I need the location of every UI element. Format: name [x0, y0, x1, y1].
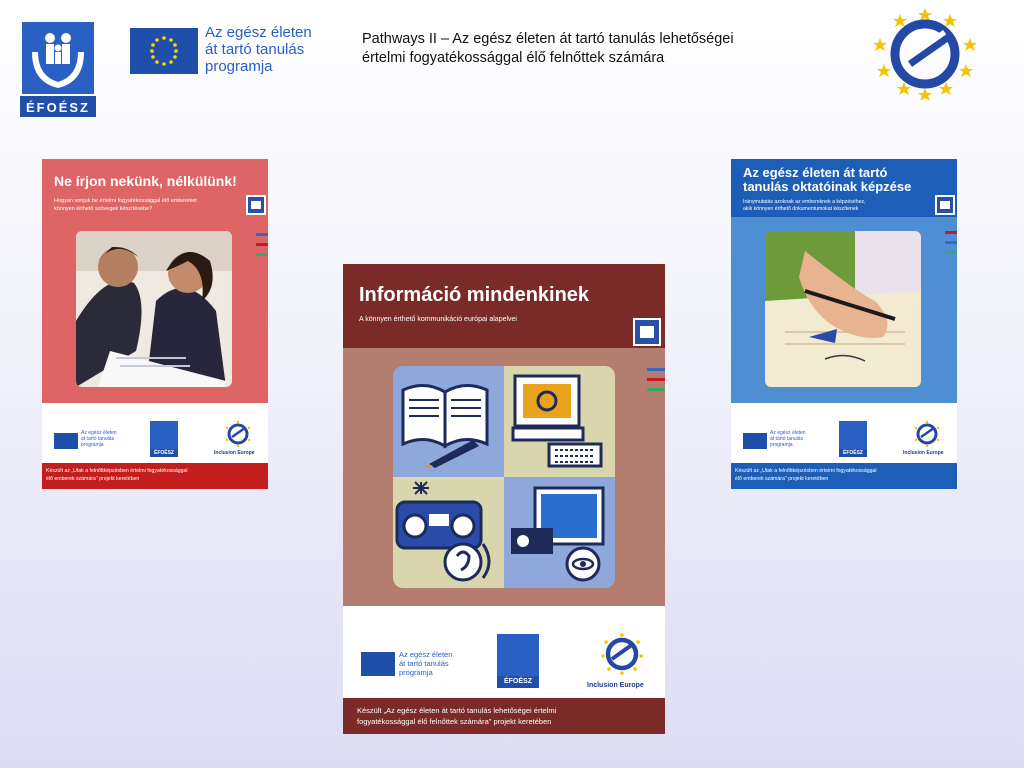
cover-informacio-mindenkinek: [343, 264, 665, 734]
partner-logos-strip: [343, 606, 665, 698]
eu-program-line: programja: [81, 442, 104, 448]
inclusion-europe-label: Inclusion Europe: [587, 682, 644, 689]
eu-flag-icon: [361, 652, 395, 676]
easy-read-icon: [246, 195, 266, 215]
efoesz-logo: [20, 20, 96, 117]
cover-footer: [731, 463, 957, 489]
color-stripes: [647, 368, 665, 398]
cover-oktatoinak-kepzese: [731, 159, 957, 489]
tv-eye-icon: [507, 484, 611, 584]
cover-footer: [42, 463, 268, 489]
eu-program-line: Az egész életen: [205, 24, 312, 41]
efoesz-logo-text: ÉFOÉSZ: [839, 449, 867, 457]
efoesz-logo-text: ÉFOÉSZ: [497, 676, 539, 688]
cover-ne-irjon: [42, 159, 268, 489]
cover-title: [743, 166, 911, 194]
efoesz-logo: [839, 421, 867, 457]
eu-program-line: programja: [770, 442, 793, 448]
eu-program-line: Az egész életen: [399, 650, 453, 659]
page-title: [362, 30, 832, 68]
cover-subtitle-line: Hogyan vonjuk be értelmi fogyatékossággal élő embereket: [54, 198, 197, 204]
color-stripes: [945, 231, 957, 261]
cover-footer-line: élő emberek számára" projekt keretében: [735, 476, 829, 482]
inclusion-europe-label: Inclusion Europe: [903, 450, 944, 456]
eu-program-text: [205, 24, 335, 75]
partner-logos-strip: [731, 403, 957, 463]
cover-footer-line: élő emberek számára" projekt keretében: [46, 476, 140, 482]
efoesz-logo-text: ÉFOÉSZ: [25, 100, 90, 115]
efoesz-logo: [497, 634, 539, 688]
eu-program-line: Az egész életen: [81, 430, 117, 436]
efoesz-logo-text: ÉFOÉSZ: [150, 449, 178, 457]
eu-program-text: [399, 650, 452, 677]
inclusion-europe-logo: [222, 420, 254, 448]
eu-flag-icon: [130, 28, 198, 74]
partner-logos-strip: [42, 403, 268, 463]
cover-photo-students: [76, 231, 232, 387]
cover-footer-line: Készült az „Utak a felnőttképzésben értelmi fogyatékossággal: [46, 468, 188, 474]
cover-subtitle-line: akik könnyen érthető dokumentumokat készítenek: [743, 206, 859, 212]
cover-footer-line: fogyatékossággal élő felnőttek számára" projekt keretében: [357, 717, 552, 726]
inclusion-europe-logo: [858, 4, 992, 100]
cover-title: Információ mindenkinek: [359, 284, 590, 306]
eu-program-line: át tartó tanulás: [770, 436, 804, 442]
eu-flag-icon: [743, 433, 767, 449]
efoesz-logo: [150, 421, 178, 457]
page-title-line: Pathways II – Az egész életen át tartó tanulás lehetőségei: [362, 31, 734, 47]
cover-subtitle: [743, 199, 866, 213]
cover-subtitle-line: könnyen érthető szövegek készítésébe?: [54, 206, 153, 212]
eu-program-line: programja: [205, 58, 273, 75]
cover-photo-writing: [765, 231, 921, 387]
cover-footer-line: Készült „Az egész életen át tartó tanulás lehetőségei értelmi: [357, 706, 557, 715]
eu-program-line: át tartó tanulás: [205, 41, 305, 58]
cover-subtitle: [54, 197, 197, 213]
cover-subtitle: A könnyen érthető kommunikáció európai alapelvei: [359, 316, 517, 323]
easy-read-icon: [633, 318, 661, 346]
eu-program-line: programja: [399, 668, 433, 677]
cover-footer: [343, 698, 665, 734]
cover-title-line: tanulás oktatóinak képzése: [743, 179, 912, 194]
eu-flag-icon: [54, 433, 78, 449]
eu-program-text: [770, 430, 806, 448]
cover-footer-line: Készült az „Utak a felnőttképzésben értelmi fogyatékossággal: [735, 468, 877, 474]
cover-title: Ne írjon nekünk, nélkülünk!: [54, 173, 237, 189]
cover-subtitle-line: Iránymutatás azoknak az embereknek a képzéséhez,: [743, 199, 866, 205]
inclusion-europe-logo: [911, 420, 943, 448]
efoesz-hands-icon: [20, 20, 96, 96]
cover-title-line: Az egész életen át tartó: [743, 165, 888, 180]
easy-read-icon: [935, 195, 955, 215]
page-title-line: értelmi fogyatékossággal élő felnőttek számára: [362, 50, 665, 66]
computer-icon: [509, 372, 607, 472]
inclusion-europe-label: Inclusion Europe: [214, 450, 255, 456]
eu-program-line: át tartó tanulás: [399, 659, 449, 668]
inclusion-europe-logo: [597, 632, 647, 676]
eu-program-text: [81, 430, 117, 448]
color-stripes: [256, 233, 268, 263]
eu-program-line: át tartó tanulás: [81, 436, 115, 442]
book-pen-icon: [399, 376, 495, 468]
radio-ear-icon: [395, 478, 499, 582]
eu-program-line: Az egész életen: [770, 430, 806, 436]
